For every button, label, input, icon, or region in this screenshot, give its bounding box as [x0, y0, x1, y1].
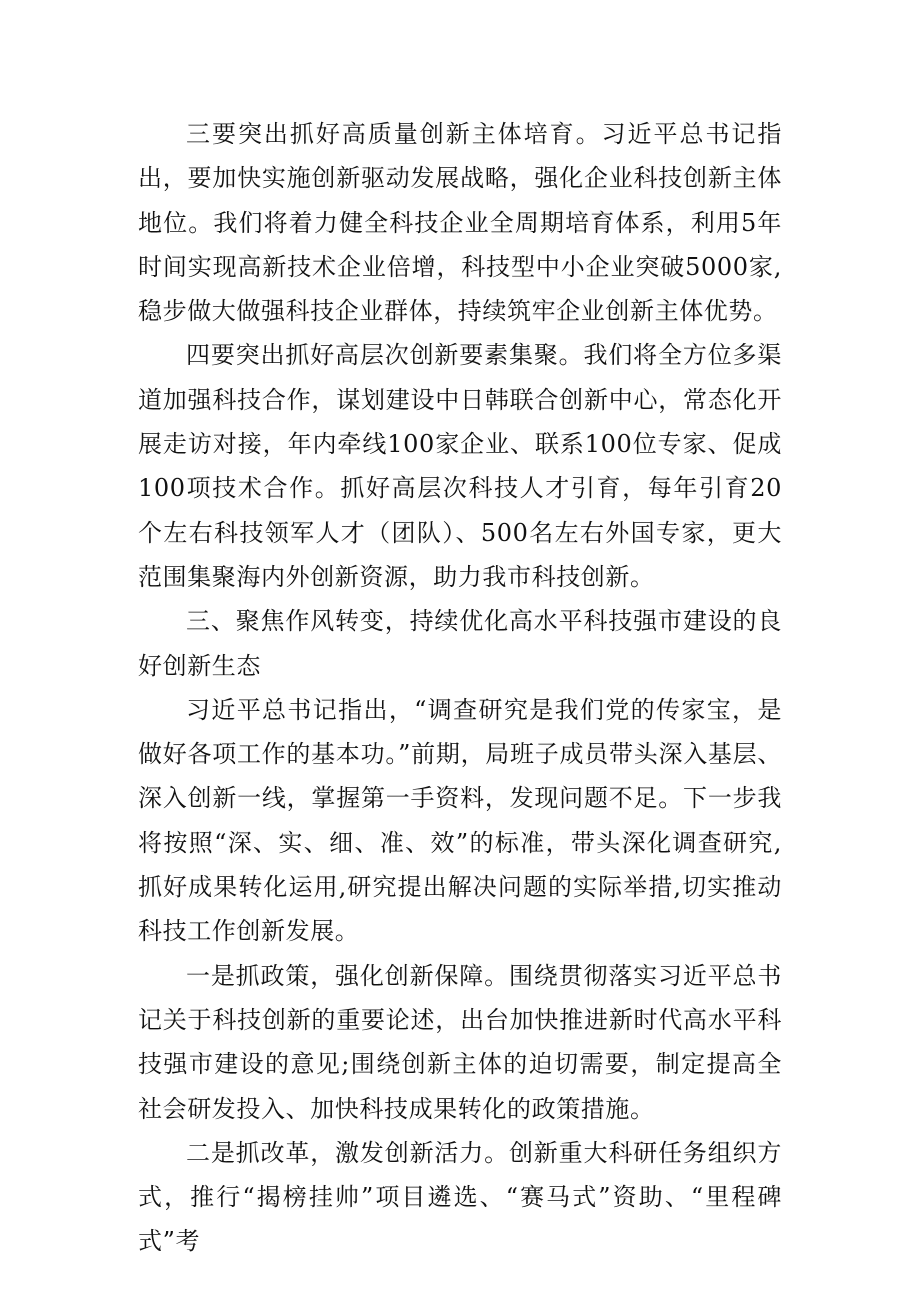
paragraph-policy: 一是抓政策，强化创新保障。围绕贯彻落实习近平总书记关于科技创新的重要论述，出台加快推进新时代高水平科技强市建设的意见;围绕创新主体的迫切需要，制定提高全社会研发投入、加快科技成果转化的政策措施。 [138, 961, 782, 1123]
section-heading-three: 三、聚焦作风转变，持续优化高水平科技强市建设的良好创新生态 [138, 607, 782, 680]
paragraph-goal-four: 四要突出抓好高层次创新要素集聚。我们将全方位多渠道加强科技合作，谋划建设中日韩联合创新中心，常态化开展走访对接，年内牵线100家企业、联系100位专家、促成100项技术合作。抓好高层次科技人才引育，每年引育20个左右科技领军人才（团队）、500名左右外国专家，更大范围集聚海内外创新资源，助力我市科技创新。 [138, 341, 782, 591]
paragraph-reform: 二是抓改革，激发创新活力。创新重大科研任务组织方式，推行“揭榜挂帅”项目遴选、“赛马式”资助、“里程碑式”考 [138, 1138, 782, 1256]
paragraph-goal-three: 三要突出抓好高质量创新主体培育。习近平总书记指出，要加快实施创新驱动发展战略，强化企业科技创新主体地位。我们将着力健全科技企业全周期培育体系，利用5年时间实现高新技术企业倍增，科技型中小企业突破5000家,稳步做大做强科技企业群体，持续筑牢企业创新主体优势。 [138, 120, 782, 326]
paragraph-investigation: 习近平总书记指出，“调查研究是我们党的传家宝，是做好各项工作的基本功。”前期，局班子成员带头深入基层、深入创新一线，掌握第一手资料，发现问题不足。下一步我将按照“深、实、细、准、效”的标准，带头深化调查研究,抓好成果转化运用,研究提出解决问题的实际举措,切实推动科技工作创新发展。 [138, 695, 782, 946]
